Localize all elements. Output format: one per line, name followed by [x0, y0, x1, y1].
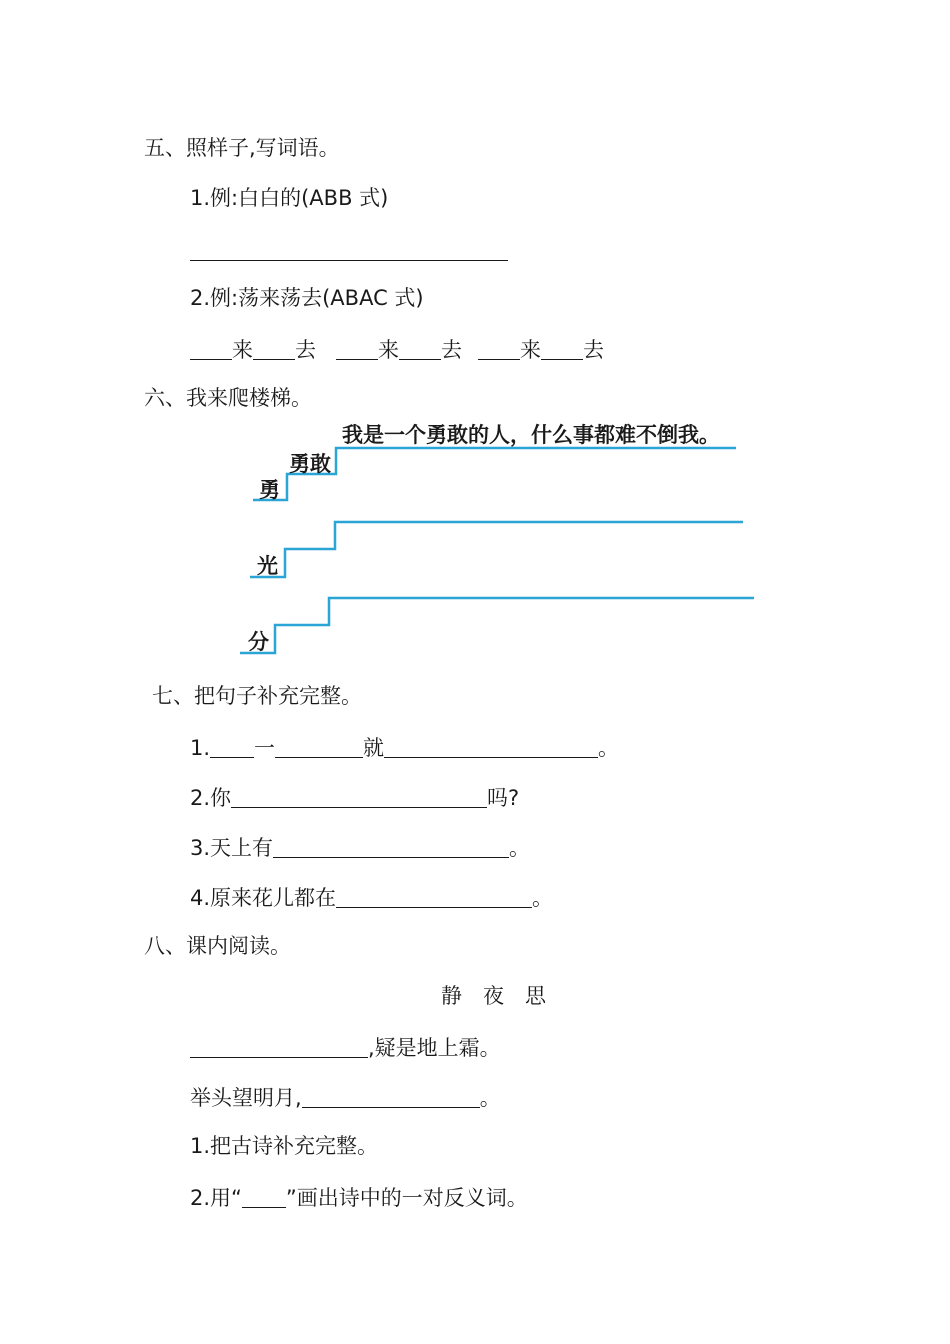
poem-line-2-blank[interactable]	[302, 1086, 480, 1108]
stair-2[interactable]	[250, 522, 743, 577]
stair-3-char: 分	[248, 629, 269, 654]
sentence-1	[190, 736, 619, 759]
poem-line-1-blank[interactable]	[190, 1036, 368, 1058]
poem-line-1-end: ,疑是地上霜。	[368, 1036, 501, 1060]
reading-q2	[190, 1186, 528, 1209]
poem-line-2-start: 举头望明月,	[190, 1086, 302, 1110]
reading-q2-start: 2.用“	[190, 1186, 242, 1210]
sentence-4-start: 4.原来花儿都在	[190, 886, 337, 910]
sentence-1-blank-c[interactable]	[384, 736, 598, 758]
sentence-1-num: 1.	[190, 736, 211, 760]
sentence-3-end: 。	[509, 836, 531, 860]
section-7-title: 七、把句子补充完整。	[152, 684, 362, 708]
abac-qu-2: 去	[441, 338, 462, 362]
poem-line-2	[190, 1086, 501, 1109]
poem-line-1	[190, 1036, 501, 1059]
section-8-title: 八、课内阅读。	[144, 934, 291, 958]
poem-line-2-end: 。	[479, 1086, 501, 1110]
stair-1-sentence: 我是一个勇敢的人，什么事都难不倒我。	[342, 422, 720, 447]
sentence-1-yi: 一	[254, 736, 276, 760]
sentence-2-start: 2.你	[190, 786, 232, 810]
stair-1-word: 勇敢	[289, 451, 331, 476]
sentence-3-start: 3.天上有	[190, 836, 274, 860]
abb-example: 1.例:白白的(ABB 式)	[190, 186, 389, 210]
sentence-1-blank-b[interactable]	[275, 736, 363, 758]
reading-q2-mark-sample	[242, 1186, 286, 1208]
stair-3[interactable]	[240, 598, 754, 653]
section-6-title: 六、我来爬楼梯。	[144, 386, 312, 410]
sentence-2-blank[interactable]	[231, 786, 487, 808]
section-5-title: 五、照样子,写词语。	[144, 136, 340, 160]
sentence-1-jiu: 就	[363, 736, 385, 760]
abac-lai-2: 来	[378, 338, 399, 362]
sentence-2	[190, 786, 519, 809]
abac-lai-1: 来	[232, 338, 253, 362]
abac-qu-1: 去	[295, 338, 316, 362]
sentence-4-end: 。	[532, 886, 554, 910]
abac-qu-3: 去	[583, 338, 604, 362]
sentence-4	[190, 886, 553, 909]
stair-2-char: 光	[257, 553, 278, 578]
reading-q1: 1.把古诗补充完整。	[190, 1134, 379, 1158]
stair-1-char: 勇	[259, 477, 280, 502]
sentence-3	[190, 836, 530, 859]
poem-title: 静 夜 思	[441, 984, 546, 1008]
abac-lai-3: 来	[520, 338, 541, 362]
sentence-1-end: 。	[598, 736, 620, 760]
sentence-4-blank[interactable]	[336, 886, 532, 908]
sentence-2-end: 吗?	[487, 786, 520, 810]
sentence-3-blank[interactable]	[273, 836, 509, 858]
sentence-1-blank-a[interactable]	[210, 736, 254, 758]
abac-example: 2.例:荡来荡去(ABAC 式)	[190, 286, 424, 310]
reading-q2-end: ”画出诗中的一对反义词。	[285, 1186, 528, 1210]
